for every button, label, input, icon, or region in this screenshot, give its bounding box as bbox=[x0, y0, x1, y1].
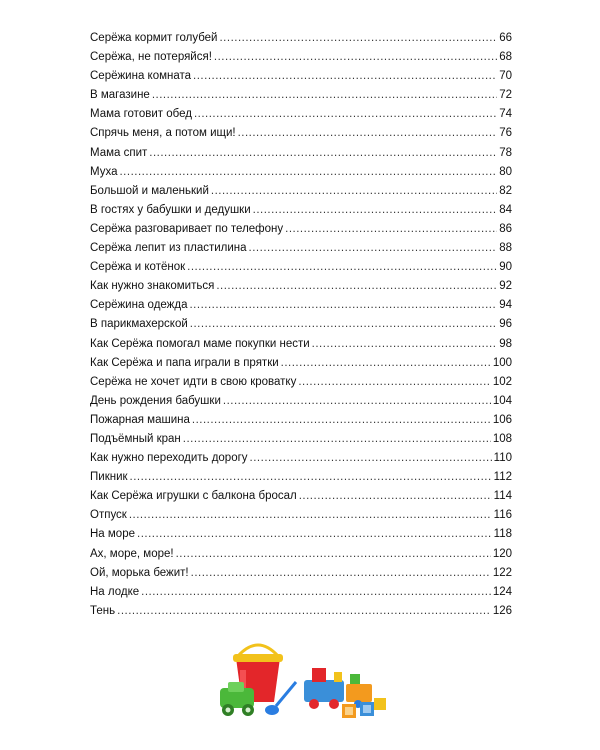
toc-entry bbox=[90, 261, 512, 280]
dot-leader bbox=[211, 185, 497, 197]
toc-entry-page: 126 bbox=[492, 604, 512, 617]
toc-entry bbox=[90, 548, 512, 567]
toc-entry bbox=[90, 242, 512, 261]
toc-entry bbox=[90, 204, 512, 223]
toc-entry-title: Серёжа и котёнок bbox=[90, 261, 186, 274]
toc-entry-page: 84 bbox=[499, 203, 512, 216]
dot-leader bbox=[117, 605, 491, 617]
toc-entry-page: 116 bbox=[493, 509, 512, 522]
dot-leader bbox=[137, 528, 492, 540]
toc-entry-title: Серёжина комната bbox=[90, 70, 192, 83]
toc-entry-title: Мама готовит обед bbox=[90, 108, 192, 121]
toc-entry-page: 108 bbox=[492, 432, 512, 445]
toc-entry-title: Как нужно знакомиться bbox=[90, 280, 215, 293]
toc-entry-title: День рождения бабушки bbox=[90, 394, 221, 407]
toc-entry-title: Серёжина одежда bbox=[90, 299, 188, 312]
dot-leader bbox=[216, 280, 497, 292]
toc-entry-page: 78 bbox=[499, 146, 512, 159]
dot-leader bbox=[223, 395, 491, 407]
dot-leader bbox=[149, 147, 497, 159]
dot-leader bbox=[190, 318, 497, 330]
toc-entry bbox=[90, 605, 512, 624]
toc-entry bbox=[90, 567, 512, 586]
toc-entry-title: Как Серёжа игрушки с балкона бросал bbox=[90, 490, 297, 503]
toc-entry bbox=[90, 452, 512, 471]
dot-leader bbox=[299, 490, 492, 502]
toc-entry-page: 96 bbox=[499, 318, 512, 331]
toc-entry-title: На лодке bbox=[90, 585, 140, 598]
dot-leader bbox=[281, 357, 491, 369]
toc-entry bbox=[90, 471, 512, 490]
toc-entry-page: 90 bbox=[499, 261, 512, 274]
toc-entry-page: 70 bbox=[499, 70, 512, 83]
toc-entry bbox=[90, 528, 512, 547]
toc-entry-title: Тень bbox=[90, 604, 116, 617]
toc-entry-page: 86 bbox=[499, 222, 512, 235]
dot-leader bbox=[214, 51, 497, 63]
toc-entry bbox=[90, 299, 512, 318]
dot-leader bbox=[176, 548, 491, 560]
dot-leader bbox=[194, 108, 497, 120]
dot-leader bbox=[219, 32, 497, 44]
toc-entry-page: 104 bbox=[492, 394, 512, 407]
toc-entry-page: 112 bbox=[493, 471, 512, 484]
dot-leader bbox=[312, 338, 498, 350]
dot-leader bbox=[119, 166, 497, 178]
toc-entry-page: 100 bbox=[492, 356, 512, 369]
toc-entry bbox=[90, 89, 512, 108]
toc-entry-title: Серёжа разговаривает по телефону bbox=[90, 222, 284, 235]
toc-entry-title: Ой, морька бежит! bbox=[90, 566, 189, 579]
dot-leader bbox=[130, 471, 492, 483]
dot-leader bbox=[191, 567, 491, 579]
toc-entry bbox=[90, 509, 512, 528]
toc-entry-page: 102 bbox=[492, 375, 512, 388]
toc-entry-page: 124 bbox=[492, 585, 512, 598]
toc-entry-title: Как нужно переходить дорогу bbox=[90, 452, 248, 465]
toc-entry-page: 72 bbox=[499, 89, 512, 102]
toc-entry-title: Спрячь меня, а потом ищи! bbox=[90, 127, 236, 140]
toc-entry-title: Ах, море, море! bbox=[90, 547, 174, 560]
toc-entry bbox=[90, 185, 512, 204]
toc-entry bbox=[90, 414, 512, 433]
dot-leader bbox=[183, 433, 491, 445]
toc-entry-page: 122 bbox=[492, 566, 512, 579]
table-of-contents bbox=[90, 32, 512, 624]
toc-entry bbox=[90, 318, 512, 337]
toc-entry-title: Пожарная машина bbox=[90, 413, 190, 426]
toc-entry-title: Отпуск bbox=[90, 509, 127, 522]
dot-leader bbox=[152, 89, 497, 101]
toc-entry-title: Большой и маленький bbox=[90, 184, 209, 197]
toc-entry-page: 66 bbox=[499, 32, 512, 44]
dot-leader bbox=[193, 70, 497, 82]
toc-entry-page: 106 bbox=[492, 413, 512, 426]
toc-entry-page: 80 bbox=[499, 165, 512, 178]
toc-entry-page: 82 bbox=[499, 184, 512, 197]
toc-entry-title: В магазине bbox=[90, 89, 150, 102]
dot-leader bbox=[249, 242, 498, 254]
dot-leader bbox=[250, 452, 492, 464]
toys-icon bbox=[218, 640, 388, 720]
toc-entry bbox=[90, 433, 512, 452]
toc-entry bbox=[90, 280, 512, 299]
toc-entry-page: 118 bbox=[493, 528, 512, 541]
toc-entry-title: Муха bbox=[90, 165, 118, 178]
dot-leader bbox=[129, 509, 492, 521]
toc-entry-title: Серёжа не хочет идти в свою кроватку bbox=[90, 375, 297, 388]
toc-entry-page: 68 bbox=[499, 51, 512, 64]
toc-entry-title: В парикмахерской bbox=[90, 318, 188, 331]
toc-entry bbox=[90, 586, 512, 605]
toc-entry bbox=[90, 108, 512, 127]
toc-entry-title: Мама спит bbox=[90, 146, 148, 159]
toc-entry-page: 74 bbox=[499, 108, 512, 121]
toc-entry bbox=[90, 32, 512, 51]
toc-entry-page: 98 bbox=[499, 337, 512, 350]
dot-leader bbox=[141, 586, 491, 598]
toc-entry-page: 120 bbox=[492, 547, 512, 560]
toc-entry-title: Серёжа, не потеряйся! bbox=[90, 51, 212, 64]
toc-entry bbox=[90, 166, 512, 185]
dot-leader bbox=[285, 223, 497, 235]
toc-entry bbox=[90, 338, 512, 357]
dot-leader bbox=[187, 261, 497, 273]
dot-leader bbox=[192, 414, 491, 426]
dot-leader bbox=[298, 376, 490, 388]
toc-entry-title: Как Серёжа помогал маме покупки нести bbox=[90, 337, 310, 350]
toc-entry bbox=[90, 357, 512, 376]
toc-entry-page: 94 bbox=[499, 299, 512, 312]
toc-entry-page: 114 bbox=[493, 490, 512, 503]
toc-entry bbox=[90, 147, 512, 166]
dot-leader bbox=[238, 127, 498, 139]
toc-entry-title: Пикник bbox=[90, 471, 128, 484]
toc-entry-page: 110 bbox=[493, 452, 512, 465]
dot-leader bbox=[189, 299, 497, 311]
toc-entry-page: 76 bbox=[499, 127, 512, 140]
toc-entry-title: В гостях у бабушки и дедушки bbox=[90, 203, 251, 216]
toc-entry bbox=[90, 223, 512, 242]
toc-entry bbox=[90, 127, 512, 146]
toc-entry bbox=[90, 51, 512, 70]
toc-entry-title: Подъёмный кран bbox=[90, 432, 181, 445]
toc-entry-page: 92 bbox=[499, 280, 512, 293]
toc-entry-title: Как Серёжа и папа играли в прятки bbox=[90, 356, 279, 369]
dot-leader bbox=[253, 204, 498, 216]
toc-entry-title: Серёжа кормит голубей bbox=[90, 32, 218, 44]
toc-entry-title: Серёжа лепит из пластилина bbox=[90, 242, 247, 255]
toc-entry bbox=[90, 490, 512, 509]
toc-entry bbox=[90, 376, 512, 395]
toc-entry bbox=[90, 395, 512, 414]
toc-entry bbox=[90, 70, 512, 89]
toc-entry-title: На море bbox=[90, 528, 135, 541]
toc-entry-page: 88 bbox=[499, 242, 512, 255]
